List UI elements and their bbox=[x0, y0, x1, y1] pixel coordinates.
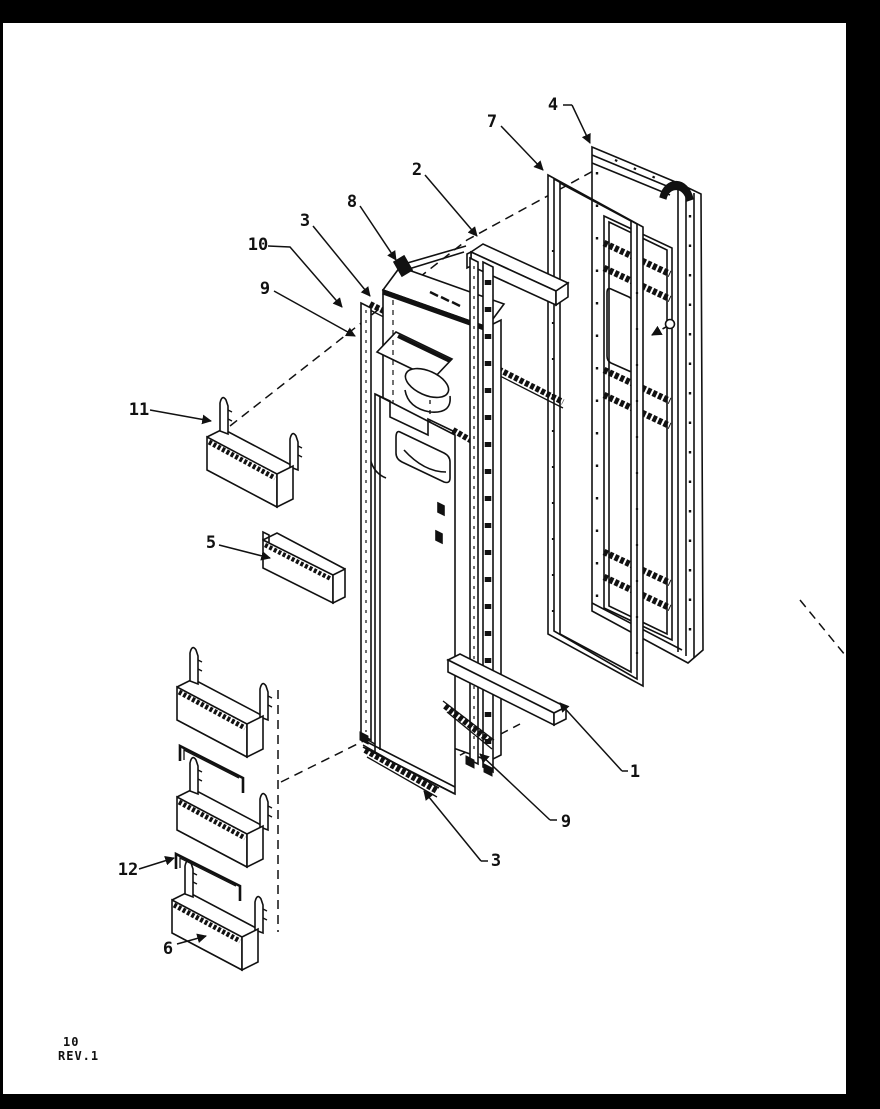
callout-3-top-label: 3 bbox=[299, 211, 311, 231]
door-tray-5 bbox=[263, 532, 345, 603]
door-shelf-a bbox=[177, 648, 272, 757]
callout-5-label: 5 bbox=[205, 533, 217, 553]
door-shelf-b bbox=[177, 758, 272, 867]
callout-3-bottom-label: 3 bbox=[490, 851, 502, 871]
callout-9-bottom-label: 9 bbox=[560, 812, 572, 832]
freezer-door-panel bbox=[592, 147, 703, 663]
callout-10-label: 10 bbox=[247, 235, 269, 255]
callout-2-label: 2 bbox=[411, 160, 423, 180]
page-number: 10 bbox=[63, 1035, 80, 1049]
callout-9-top-label: 9 bbox=[259, 279, 271, 299]
callout-4-label: 4 bbox=[547, 95, 559, 115]
revision-label: REV.1 bbox=[58, 1049, 100, 1063]
callout-6-label: 6 bbox=[162, 939, 174, 959]
callout-11-label: 11 bbox=[128, 400, 150, 420]
callout-12-label: 12 bbox=[117, 860, 139, 880]
callout-8-label: 8 bbox=[346, 192, 358, 212]
footer bbox=[58, 1035, 99, 1063]
door-shelf-11 bbox=[207, 398, 302, 507]
callout-7-label: 7 bbox=[486, 112, 498, 132]
callout-1-label: 1 bbox=[629, 762, 641, 782]
